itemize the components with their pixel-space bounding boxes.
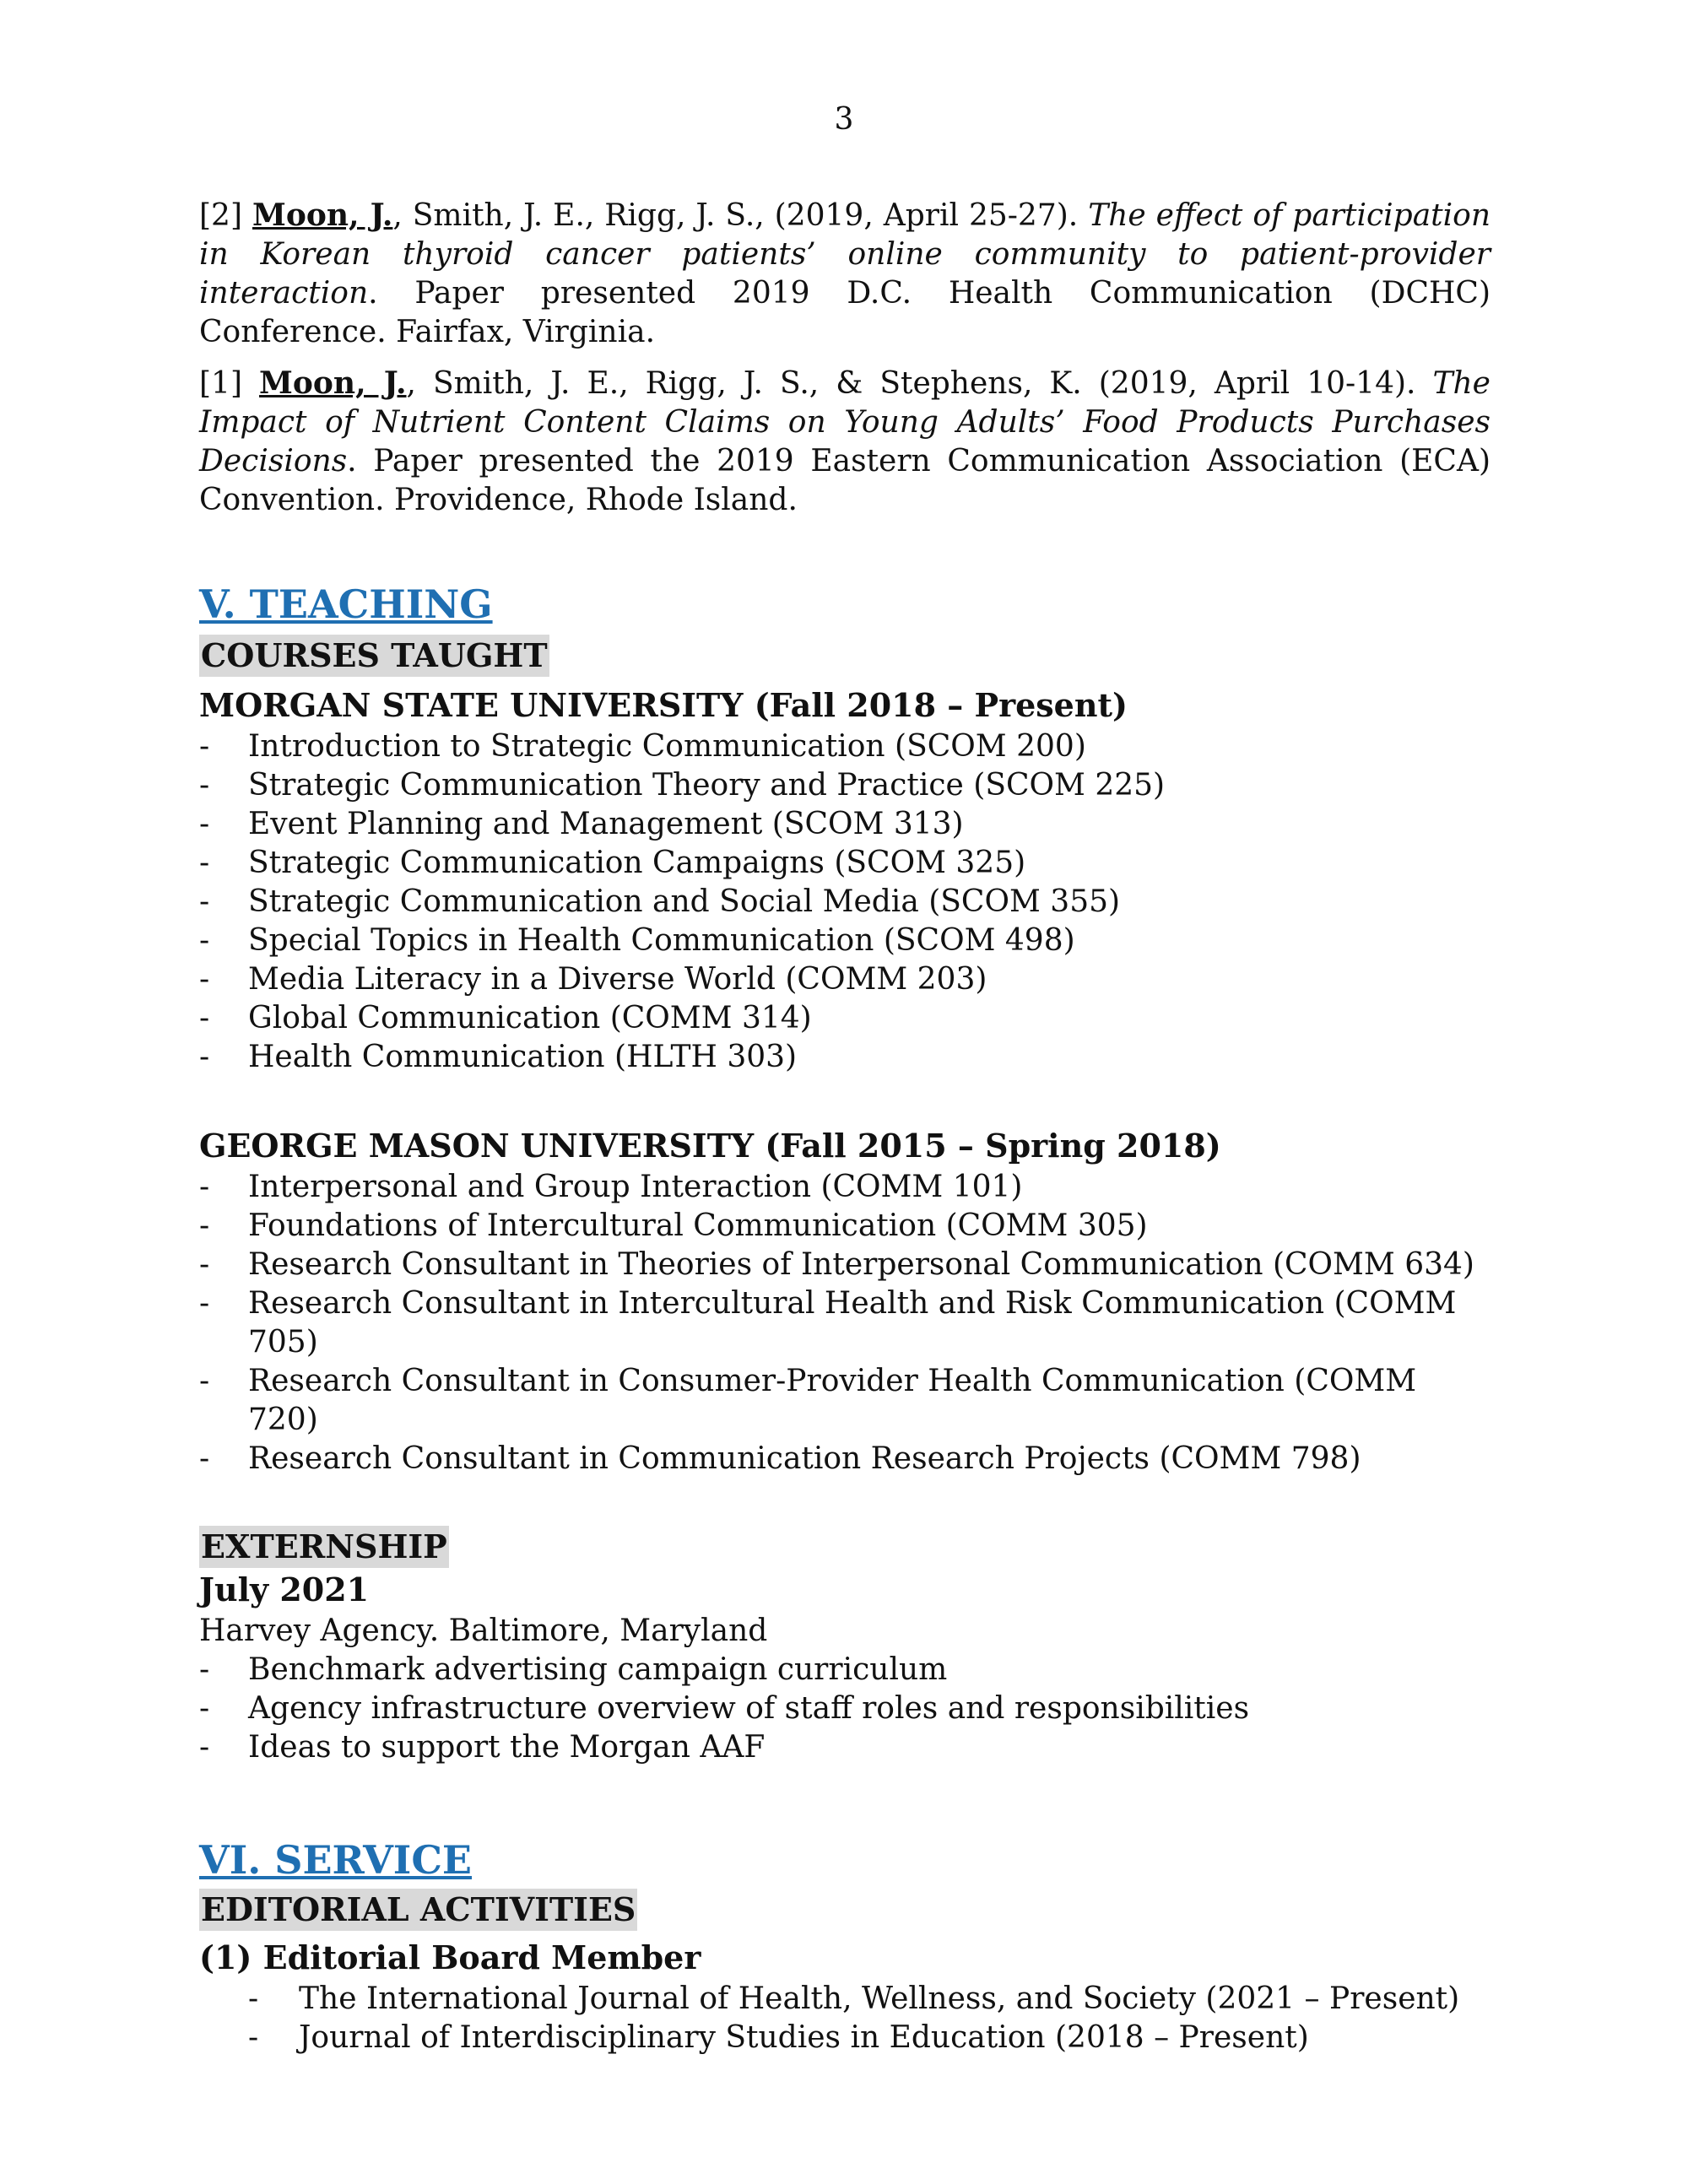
reference-venue: . Paper presented the 2019 Eastern Communication Association (ECA) Convention. Providence, Rhode Island. (199, 444, 1491, 517)
list-item: - Research Consultant in Theories of Interpersonal Communication (COMM 634) (199, 1246, 1491, 1284)
reference-coauthors: , Smith, J. E., Rigg, J. S., (2019, April 25-27). (392, 198, 1089, 233)
reference-author: Moon, J. (259, 365, 407, 401)
morgan-course-list (199, 727, 1491, 1077)
reference-title: The effect of participation in Korean thyroid cancer patients’ online community to patient-provider interaction (199, 198, 1491, 311)
externship-date: July 2021 (199, 1570, 370, 1608)
list-item: - Global Communication (COMM 314) (199, 999, 1491, 1038)
gmu-course-list (199, 1168, 1491, 1479)
list-item: - Introduction to Strategic Communication (SCOM 200) (199, 727, 1491, 766)
list-item: - Agency infrastructure overview of staff roles and responsibilities (199, 1689, 1491, 1728)
teaching-section-title: V. TEACHING (199, 581, 493, 627)
morgan-heading: MORGAN STATE UNIVERSITY (Fall 2018 – Present) (199, 686, 1128, 724)
list-item: - Interpersonal and Group Interaction (COMM 101) (199, 1168, 1491, 1207)
reference-coauthors: , Smith, J. E., Rigg, J. S., & Stephens, K. (2019, April 10-14). (406, 366, 1433, 401)
document-body (199, 196, 1491, 2057)
list-item: - Benchmark advertising campaign curriculum (199, 1651, 1491, 1689)
reference-venue: . Paper presented 2019 D.C. Health Communication (DCHC) Conference. Fairfax, Virginia. (199, 276, 1491, 349)
externship-list (199, 1651, 1491, 1767)
reference-2 (199, 196, 1491, 352)
gmu-heading: GEORGE MASON UNIVERSITY (Fall 2015 – Spring 2018) (199, 1127, 1221, 1165)
list-item: - Special Topics in Health Communication (SCOM 498) (199, 922, 1491, 960)
reference-number: [2] (199, 198, 242, 233)
reference-1 (199, 364, 1491, 520)
editorial-board-heading: (1) Editorial Board Member (199, 1938, 701, 1976)
list-item: - Strategic Communication Theory and Practice (SCOM 225) (199, 766, 1491, 805)
externship-place: Harvey Agency. Baltimore, Maryland (199, 1614, 768, 1648)
reference-author: Moon, J. (252, 197, 393, 233)
editorial-activities-tag: EDITORIAL ACTIVITIES (199, 1889, 637, 1931)
list-item: - Event Planning and Management (SCOM 313) (199, 805, 1491, 844)
reference-title: The Impact of Nutrient Content Claims on Young Adults’ Food Products Purchases Decisions (199, 366, 1491, 478)
list-item: - Foundations of Intercultural Communication (COMM 305) (199, 1207, 1491, 1246)
list-item: - The International Journal of Health, Wellness, and Society (2021 – Present) (199, 1980, 1491, 2019)
courses-taught-tag: COURSES TAUGHT (199, 635, 549, 677)
externship-tag: EXTERNSHIP (199, 1526, 449, 1568)
list-item: - Research Consultant in Communication Research Projects (COMM 798) (199, 1440, 1491, 1479)
list-item: - Journal of Interdisciplinary Studies in Education (2018 – Present) (199, 2019, 1491, 2057)
list-item: - Health Communication (HLTH 303) (199, 1038, 1491, 1077)
page-number: 3 (834, 102, 854, 137)
list-item: - Research Consultant in Consumer-Provider Health Communication (COMM 720) (199, 1362, 1491, 1440)
list-item: - Strategic Communication Campaigns (SCOM 325) (199, 844, 1491, 883)
list-item: - Research Consultant in Intercultural Health and Risk Communication (COMM 705) (199, 1284, 1491, 1362)
reference-number: [1] (199, 366, 242, 401)
editorial-board-list (199, 1980, 1491, 2057)
list-item: - Strategic Communication and Social Media (SCOM 355) (199, 883, 1491, 922)
service-section-title: VI. SERVICE (199, 1837, 472, 1883)
list-item: - Ideas to support the Morgan AAF (199, 1728, 1491, 1767)
list-item: - Media Literacy in a Diverse World (COMM 203) (199, 960, 1491, 999)
